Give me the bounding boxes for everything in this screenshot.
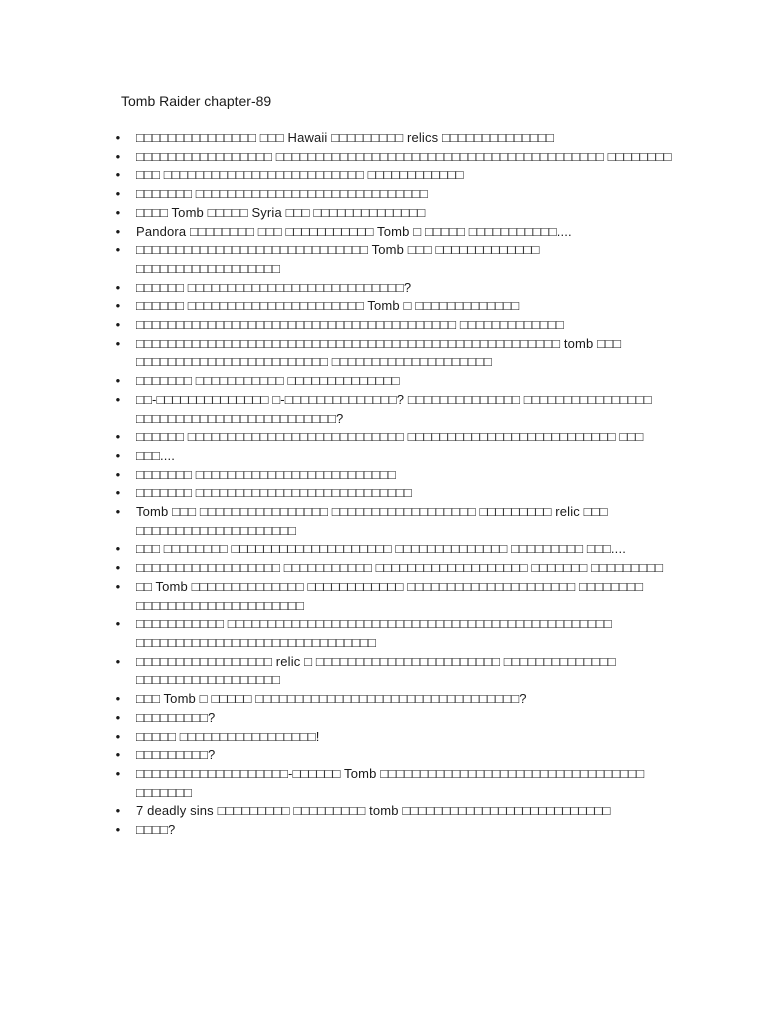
list-item-text: □□□□□□□ □□□□□□□□□□□□□□□□□□□□□□□□□: [136, 466, 396, 482]
list-item: [0, 728, 681, 747]
list-item-text: □□□□□ □□□□□□□□□□□□□□□□□!: [136, 728, 320, 744]
list-item: [0, 148, 681, 167]
list-item: [0, 166, 681, 185]
list-item-text: □□□□□□ □□□□□□□□□□□□□□□□□□□□□□□□□□□ □□□□□□□□□□□□□□□□□□□□□□□□□□ □□□: [136, 429, 644, 445]
list-item: [0, 709, 681, 728]
list-item: [0, 391, 681, 428]
list-item-text: □□□□□□□□□□□□□□□□□ □□□□□□□□□□□□□□□□□□□□□□□□□□□□□□□□□□□□□□□□□ □□□□□□□□: [136, 148, 672, 164]
list-item: [0, 765, 681, 802]
list-item: [0, 223, 681, 242]
bullet-icon: •: [115, 541, 121, 557]
list-item-text: □□□....: [136, 447, 176, 463]
list-item-text: □□□□□□□□□□□□□□□□□□ □□□□□□□□□□□ □□□□□□□□□□□□□□□□□□□ □□□□□□□ □□□□□□□□□: [136, 560, 664, 576]
bullet-icon: •: [115, 803, 121, 819]
list-item: [0, 615, 681, 652]
list-item-text: □□□□□□□□□□□□□□□□□ relic □ □□□□□□□□□□□□□□□□□□□□□□□ □□□□□□□□□□□□□□ □□□□□□□□□□□□□□□□□□: [136, 653, 616, 688]
bullet-icon: •: [115, 148, 121, 164]
bullet-icon: •: [115, 373, 121, 389]
list-item-text: □□□□□□□□□□□ □□□□□□□□□□□□□□□□□□□□□□□□□□□□□□□□□□□□□□□□□□□□□□□□ □□□□□□□□□□□□□□□□□□□□□□□□□□□□□□: [136, 616, 612, 650]
bullet-list: [0, 129, 768, 840]
bullet-icon: •: [115, 167, 121, 183]
bullet-icon: •: [115, 466, 121, 482]
list-item: [0, 559, 681, 578]
list-item-text: □□□□□□□□□□□□□□□□□□□□□□□□□□□□□ Tomb □□□ □□□□□□□□□□□□□ □□□□□□□□□□□□□□□□□□: [136, 242, 540, 276]
bullet-icon: •: [115, 317, 121, 333]
list-item-text: □□□□ Tomb □□□□□ Syria □□□ □□□□□□□□□□□□□□: [136, 204, 426, 220]
list-item: [0, 185, 681, 204]
list-item-text: □□□□□□□□□□□□□□□□□□□-□□□□□□ Tomb □□□□□□□□□□□□□□□□□□□□□□□□□□□□□□□□□ □□□□□□□: [136, 765, 645, 800]
bullet-icon: •: [115, 728, 121, 744]
list-item-text: □□□□□□□ □□□□□□□□□□□□□□□□□□□□□□□□□□□□□: [136, 186, 428, 202]
bullet-icon: •: [115, 447, 121, 463]
list-item: [0, 297, 681, 316]
list-item: [0, 129, 681, 148]
bullet-icon: •: [115, 616, 121, 632]
bullet-icon: •: [115, 691, 121, 707]
list-item: [0, 746, 681, 765]
list-item: [0, 578, 681, 615]
list-item: [0, 821, 681, 840]
list-item-text: □□□ Tomb □ □□□□□ □□□□□□□□□□□□□□□□□□□□□□□□□□□□□□□□□?: [136, 691, 527, 707]
list-item-text: □□ Tomb □□□□□□□□□□□□□□ □□□□□□□□□□□□ □□□□□□□□□□□□□□□□□□□□□ □□□□□□□□ □□□□□□□□□□□□□□□□□□□□□: [136, 578, 644, 613]
list-item: [0, 503, 681, 540]
list-item-text: 7 deadly sins □□□□□□□□□ □□□□□□□□□ tomb □□□□□□□□□□□□□□□□□□□□□□□□□□: [136, 803, 611, 819]
bullet-icon: •: [115, 822, 121, 838]
list-item: [0, 653, 681, 690]
bullet-icon: •: [115, 223, 121, 239]
bullet-icon: •: [115, 242, 121, 258]
list-item-text: □□□□□□ □□□□□□□□□□□□□□□□□□□□□□□□□□□?: [136, 279, 412, 295]
bullet-icon: •: [115, 560, 121, 576]
list-item: [0, 690, 681, 709]
list-item-text: □□□□□□□□□?: [136, 747, 216, 763]
list-item: [0, 466, 681, 485]
bullet-icon: •: [115, 709, 121, 725]
document-title: Tomb Raider chapter-89: [121, 93, 272, 109]
list-item: [0, 279, 681, 298]
list-item: [0, 484, 681, 503]
list-item-text: □□□□□□□ □□□□□□□□□□□ □□□□□□□□□□□□□□: [136, 373, 400, 389]
list-item: [0, 540, 681, 559]
list-item-text: □□-□□□□□□□□□□□□□□ □-□□□□□□□□□□□□□□? □□□□□□□□□□□□□□ □□□□□□□□□□□□□□□□ □□□□□□□□□□□□□□□□□□□□□□□□□?: [136, 391, 652, 426]
bullet-icon: •: [115, 765, 121, 781]
bullet-icon: •: [115, 130, 121, 145]
bullet-icon: •: [115, 429, 121, 445]
list-item-text: Tomb □□□ □□□□□□□□□□□□□□□□ □□□□□□□□□□□□□□□□□□ □□□□□□□□□ relic □□□ □□□□□□□□□□□□□□□□□□□□: [136, 504, 608, 538]
list-item-text: □□□□□□ □□□□□□□□□□□□□□□□□□□□□□ Tomb □ □□□□□□□□□□□□□: [136, 298, 520, 314]
list-item: [0, 802, 681, 821]
list-item-text: □□□□?: [136, 822, 176, 838]
bullet-icon: •: [115, 279, 121, 295]
list-item: [0, 335, 681, 372]
list-item: [0, 428, 681, 447]
bullet-icon: •: [115, 578, 121, 594]
bullet-icon: •: [115, 391, 121, 407]
list-item-text: □□□ □□□□□□□□□□□□□□□□□□□□□□□□□ □□□□□□□□□□□□: [136, 167, 464, 183]
bullet-icon: •: [115, 335, 121, 351]
list-item: [0, 447, 681, 466]
bullet-icon: •: [115, 653, 121, 669]
bullet-icon: •: [115, 204, 121, 220]
list-item-text: Pandora □□□□□□□□ □□□ □□□□□□□□□□□ Tomb □ □□□□□ □□□□□□□□□□□....: [136, 223, 572, 239]
list-item: [0, 241, 681, 278]
bullet-icon: •: [115, 747, 121, 763]
bullet-icon: •: [115, 186, 121, 202]
bullet-icon: •: [115, 504, 121, 520]
list-item-text: □□□□□□□□□□□□□□□ □□□ Hawaii □□□□□□□□□ relics □□□□□□□□□□□□□□: [136, 130, 555, 145]
list-item-text: □□□□□□□□□□□□□□□□□□□□□□□□□□□□□□□□□□□□□□□□□□□□□□□□□□□□□ tomb □□□ □□□□□□□□□□□□□□□□□□□□□□□□ □□□□□□□□□□□□□□□□□□□□: [136, 335, 622, 370]
list-item-text: □□□ □□□□□□□□ □□□□□□□□□□□□□□□□□□□□ □□□□□□□□□□□□□□ □□□□□□□□□ □□□....: [136, 541, 626, 557]
list-item-text: □□□□□□□□□□□□□□□□□□□□□□□□□□□□□□□□□□□□□□□□ □□□□□□□□□□□□□: [136, 317, 564, 333]
bullet-icon: •: [115, 485, 121, 501]
list-item-text: □□□□□□□□□?: [136, 709, 216, 725]
list-item: [0, 204, 681, 223]
list-item-text: □□□□□□□ □□□□□□□□□□□□□□□□□□□□□□□□□□□: [136, 485, 412, 501]
list-item: [0, 316, 681, 335]
bullet-icon: •: [115, 298, 121, 314]
list-item: [0, 372, 681, 391]
